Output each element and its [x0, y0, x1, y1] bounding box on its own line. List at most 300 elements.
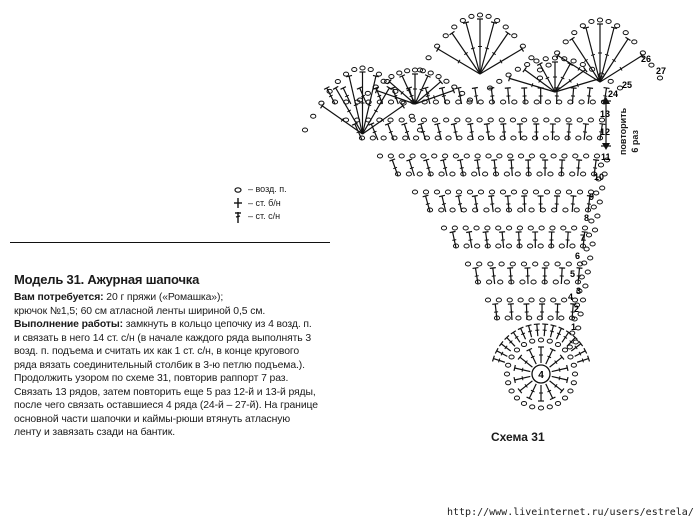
chain-stitch: [478, 190, 483, 194]
chain-stitch: [485, 226, 490, 230]
chain-stitch: [555, 118, 560, 122]
chain-stitch: [592, 228, 597, 232]
double-crochet-stitch: [333, 86, 362, 134]
chain-stitch: [389, 75, 394, 79]
chain-stitch: [562, 396, 567, 400]
materials-line: [14, 291, 319, 305]
double-crochet-stitch: [499, 341, 510, 351]
chain-stitch: [566, 262, 571, 266]
chain-stitch: [550, 226, 555, 230]
article-title: Модель 31. Ажурная шапочка: [14, 272, 200, 287]
chain-stitch: [559, 316, 564, 320]
double-crochet-stitch: [363, 75, 379, 134]
chain-stitch: [571, 59, 576, 63]
chain-stitch: [403, 136, 408, 140]
double-crochet-stitch: [389, 159, 398, 176]
double-crochet-stitch: [507, 268, 513, 284]
chain-stitch: [566, 118, 571, 122]
double-crochet-stitch: [538, 385, 544, 401]
chain-stitch: [527, 244, 532, 248]
chain-stitch: [450, 172, 455, 176]
chain-stitch: [485, 298, 490, 302]
chain-stitch: [478, 100, 483, 104]
chain-stitch: [588, 256, 593, 260]
chain-stitch: [544, 118, 549, 122]
double-crochet-stitch: [523, 304, 529, 320]
double-crochet-stitch: [491, 160, 497, 176]
double-crochet-stitch: [505, 196, 511, 212]
double-crochet-stitch: [499, 232, 505, 248]
chain-stitch: [566, 190, 571, 194]
chain-stitch: [450, 208, 455, 212]
chain-stitch: [432, 154, 437, 158]
chain-stitch: [474, 226, 479, 230]
double-crochet-stitch: [546, 384, 556, 400]
chain-stitch: [496, 244, 501, 248]
chain-stitch: [574, 208, 579, 212]
chain-stitch: [512, 34, 517, 38]
chain-stitch: [559, 244, 564, 248]
double-crochet-stitch: [423, 195, 430, 212]
chain-stitch: [477, 118, 482, 122]
chain-stitch: [595, 214, 600, 218]
chain-stitch: [632, 40, 637, 44]
chain-stitch: [506, 363, 511, 367]
chain-stitch: [580, 24, 585, 28]
double-crochet-stitch: [556, 327, 564, 339]
chain-stitch: [464, 154, 469, 158]
chain-stitch: [518, 208, 523, 212]
chain-stitch: [572, 298, 577, 302]
row-number-label: 4: [568, 292, 574, 302]
double-crochet-stitch: [490, 268, 496, 284]
chain-stitch: [508, 154, 513, 158]
chain-stitch: [534, 59, 539, 63]
chain-stitch: [555, 190, 560, 194]
chain-stitch: [510, 118, 515, 122]
chain-stitch: [452, 226, 457, 230]
double-crochet-stitch: [550, 355, 564, 367]
divider: [10, 242, 330, 243]
double-crochet-stitch: [550, 325, 556, 337]
legend-label: – ст. б/н: [248, 197, 281, 208]
chain-stitch: [443, 154, 448, 158]
double-crochet-stitch: [539, 304, 545, 320]
chain-stitch: [511, 136, 516, 140]
double-crochet-stitch: [492, 304, 498, 320]
chain-stitch-icon: [232, 184, 244, 196]
double-crochet-stitch: [577, 356, 589, 363]
chain-stitch: [572, 31, 577, 35]
chain-stitch: [533, 262, 538, 266]
chain-stitch: [464, 244, 469, 248]
chain-stitch: [311, 114, 316, 118]
chain-stitch: [465, 262, 470, 266]
chain-stitch: [472, 172, 477, 176]
chain-stitch: [406, 172, 411, 176]
chain-stitch: [436, 75, 441, 79]
double-crochet-stitch: [550, 381, 564, 393]
double-crochet-stitch: [554, 196, 560, 212]
double-crochet-icon: [232, 211, 244, 223]
double-crochet-stitch: [569, 37, 600, 82]
chain-stitch: [530, 339, 535, 343]
chain-stitch: [597, 18, 602, 22]
chain-stitch: [529, 56, 534, 60]
chain-stitch: [570, 244, 575, 248]
double-crochet-stitch: [455, 195, 461, 212]
chain-stitch: [540, 154, 545, 158]
chain-stitch: [523, 100, 528, 104]
double-crochet-stitch: [576, 160, 582, 176]
chain-stitch: [590, 242, 595, 246]
chain-stitch: [531, 280, 536, 284]
chain-stitch: [432, 118, 437, 122]
chain-stitch: [460, 18, 465, 22]
chain-stitch: [499, 262, 504, 266]
chain-stitch: [452, 25, 457, 29]
double-crochet-stitch: [583, 27, 600, 82]
double-crochet-stitch: [542, 324, 548, 336]
chain-stitch: [510, 262, 515, 266]
double-crochet-stitch: [575, 348, 587, 356]
chain-stitch: [554, 136, 559, 140]
chain-stitch: [572, 372, 577, 376]
double-crochet-stitch: [514, 376, 530, 383]
chain-stitch: [496, 226, 501, 230]
chain-stitch: [520, 280, 525, 284]
double-crochet-stitch: [583, 124, 589, 140]
chain-stitch: [544, 262, 549, 266]
chain-stitch: [302, 128, 307, 132]
row-number-label: 5: [570, 269, 576, 279]
chain-stitch: [469, 14, 474, 18]
row-number-label: 11: [601, 152, 611, 162]
method-paragraph: [14, 318, 319, 440]
double-crochet-stitch: [538, 347, 544, 363]
double-crochet-stitch: [526, 325, 532, 337]
diagram-caption: Схема 31: [491, 430, 545, 444]
double-crochet-stitch: [474, 160, 480, 176]
chain-stitch: [488, 262, 493, 266]
chain-stitch: [534, 100, 539, 104]
chain-stitch: [547, 339, 552, 343]
chain-stitch: [445, 190, 450, 194]
chain-stitch: [399, 154, 404, 158]
chain-stitch: [518, 154, 523, 158]
chain-stitch: [517, 226, 522, 230]
double-crochet-stitch: [533, 124, 539, 140]
chain-stitch: [381, 136, 386, 140]
chain-stitch: [585, 270, 590, 274]
row-number-label: 27: [656, 66, 667, 76]
chain-stitch: [487, 280, 492, 284]
double-crochet-stitch: [570, 196, 576, 212]
chain-stitch: [543, 57, 548, 61]
legend-label: – возд. п.: [248, 184, 287, 194]
chain-stitch: [505, 316, 510, 320]
chain-stitch: [495, 18, 500, 22]
method-label: Выполнение работы:: [14, 319, 123, 330]
chain-stitch: [423, 190, 428, 194]
chain-stitch: [563, 208, 568, 212]
chain-stitch: [381, 79, 386, 83]
chain-stitch: [486, 154, 491, 158]
chain-stitch: [548, 172, 553, 176]
double-crochet-stitch: [538, 88, 544, 104]
chain-stitch: [571, 363, 576, 367]
chain-stitch: [441, 226, 446, 230]
chain-stitch: [486, 14, 491, 18]
legend-label: – ст. с/н: [248, 211, 281, 221]
stitch-symbols: [321, 19, 644, 401]
repeat-label: повторить: [618, 107, 628, 155]
double-crochet-stitch: [534, 324, 540, 336]
chain-stitch: [606, 19, 611, 23]
chain-stitch: [504, 372, 509, 376]
chain-stitch: [506, 244, 511, 248]
chain-stitch: [615, 24, 620, 28]
chain-stitch: [496, 298, 501, 302]
chain-stitch: [584, 247, 589, 251]
chain-stitch: [573, 154, 578, 158]
double-crochet-stitch: [527, 348, 537, 364]
chain-stitch: [444, 79, 449, 83]
double-crochet-stitch: [455, 87, 461, 104]
row-number-label: 6: [575, 251, 581, 261]
chain-stitch: [456, 100, 461, 104]
chain-stitch: [518, 298, 523, 302]
double-crochet-stitch: [527, 384, 537, 400]
materials-text: 20 г пряжи («Ромашка»);: [103, 292, 224, 303]
double-crochet-stitch: [505, 335, 515, 346]
row-number-label: 9: [589, 192, 595, 202]
double-crochet-stitch: [346, 75, 362, 134]
chain-stitch: [588, 118, 593, 122]
chain-stitch: [426, 56, 431, 60]
chain-stitch: [521, 343, 526, 347]
chain-stitch: [466, 118, 471, 122]
double-crochet-stitch: [552, 365, 568, 372]
chain-stitch: [488, 118, 493, 122]
row-number-label: 3: [576, 286, 582, 296]
chain-stitch: [477, 13, 482, 17]
chain-stitch: [540, 298, 545, 302]
double-crochet-stitch: [439, 195, 446, 212]
double-crochet-stitch: [566, 124, 572, 140]
chain-stitch: [514, 396, 519, 400]
chain-stitch: [410, 154, 415, 158]
row-number-label: 13: [600, 109, 611, 119]
chain-stitch: [594, 154, 599, 158]
double-crochet-stitch: [555, 304, 561, 320]
chain-stitch: [368, 68, 373, 72]
chain-stitch: [413, 136, 418, 140]
chain-stitch: [504, 172, 509, 176]
center-ring-label: 4: [538, 370, 544, 381]
double-crochet-stitch: [600, 37, 631, 82]
chain-stitch: [561, 226, 566, 230]
double-crochet-stitch: [514, 365, 530, 372]
chain-stitch: [501, 100, 506, 104]
chain-stitch: [562, 348, 567, 352]
method-text: замкнуть в кольцо цепочку из 4 возд. п. и связать в него 14 ст. с/н (в начале каждого ряда выполнять 3 возд. п. подъема и считать их как 1 ст. с/н, в конце кругового ряда вязать соединительный столбик в 3-ю петлю подъема.). Продолжить узором по схеме 31, повторив раппорт 7 раз. Связать 13 рядов, затем повторить еще 5 раз 12-й и 13-й ряды, после чего связать оставшиеся 4 ряда (24-й – 27-й). На границе основной части шапочки и каймы-рюши втянуть атласную ленту и завязать сзади на бантик.: [14, 319, 318, 438]
chain-stitch: [478, 136, 483, 140]
repeat-count-label: 6 раз: [630, 130, 640, 153]
row-number-label: 26: [641, 54, 652, 64]
chain-stitch: [456, 190, 461, 194]
chain-stitch: [497, 154, 502, 158]
double-crochet-stitch: [538, 196, 544, 212]
chain-stitch: [579, 275, 584, 279]
double-crochet-stitch: [550, 124, 556, 140]
chain-stitch: [495, 208, 500, 212]
row-number-label: 1: [571, 322, 577, 332]
chain-stitch: [439, 208, 444, 212]
double-crochet-stitch: [521, 88, 527, 104]
chain-stitch: [377, 154, 382, 158]
chain-stitch: [533, 190, 538, 194]
chain-stitch: [412, 190, 417, 194]
chain-stitch: [589, 219, 594, 223]
chain-stitch: [529, 298, 534, 302]
chain-stitch: [555, 401, 560, 405]
chain-stitch: [521, 262, 526, 266]
chain-stitch: [583, 284, 588, 288]
chain-stitch: [417, 172, 422, 176]
chain-stitch: [509, 389, 514, 393]
chain-stitch: [489, 190, 494, 194]
chain-stitch: [453, 154, 458, 158]
chain-stitch: [506, 226, 511, 230]
chain-stitch: [528, 226, 533, 230]
chain-stitch: [555, 343, 560, 347]
double-crochet-stitch: [484, 124, 490, 140]
chain-stitch: [571, 381, 576, 385]
chain-stitch: [497, 79, 502, 83]
double-crochet-stitch: [518, 327, 526, 339]
chain-stitch: [579, 100, 584, 104]
double-crochet-stitch: [406, 159, 414, 176]
double-crochet-stitch: [552, 376, 568, 383]
chain-stitch: [388, 100, 393, 104]
double-crochet-stitch: [518, 381, 532, 393]
chain-stitch: [365, 91, 370, 95]
chain-stitch: [538, 244, 543, 248]
legend-item: [232, 210, 287, 224]
chain-stitch: [539, 226, 544, 230]
chain-stitch: [455, 118, 460, 122]
chain-stitch: [591, 205, 596, 209]
chain-stitch: [433, 100, 438, 104]
row-number-label: 12: [600, 127, 611, 137]
chain-stitch: [412, 68, 417, 72]
chain-stitch: [516, 316, 521, 320]
chain-stitch: [439, 172, 444, 176]
double-crochet-stitch: [463, 22, 480, 74]
double-crochet-stitch: [423, 159, 430, 176]
chain-stitch: [515, 67, 520, 71]
legend-item: [232, 197, 287, 211]
double-crochet-stitch: [518, 355, 532, 367]
chain-stitch: [376, 72, 381, 76]
chain-stitch: [525, 63, 530, 67]
chain-stitch: [444, 118, 449, 122]
chain-stitch: [543, 136, 548, 140]
chain-stitch: [522, 136, 527, 140]
row-number-label: 24: [608, 89, 619, 99]
chain-stitch: [509, 355, 514, 359]
chain-stitch: [421, 154, 426, 158]
chain-stitch: [598, 163, 603, 167]
chain-stitch: [562, 154, 567, 158]
double-crochet-stitch: [472, 88, 478, 104]
chain-stitch: [570, 172, 575, 176]
row-number-label: 25: [622, 80, 633, 90]
chain-stitch: [530, 405, 535, 409]
chain-stitch: [511, 190, 516, 194]
chain-stitch: [397, 71, 402, 75]
chain-stitch: [529, 208, 534, 212]
chain-stitch: [608, 79, 613, 83]
chain-stitch: [507, 298, 512, 302]
double-crochet-stitch: [567, 335, 577, 346]
row-number-label: 2: [574, 304, 580, 314]
chain-stitch: [587, 136, 592, 140]
source-url: http://www.liveinternet.ru/users/estrela/: [447, 507, 694, 518]
chain-stitch: [521, 118, 526, 122]
chain-stitch: [443, 34, 448, 38]
chain-stitch: [563, 40, 568, 44]
chain-stitch: [657, 76, 662, 80]
legend-item: [232, 183, 287, 197]
chain-stitch: [557, 100, 562, 104]
double-crochet-stitch: [600, 27, 617, 82]
chain-stitch: [553, 280, 558, 284]
chain-stitch: [546, 63, 551, 67]
chain-stitch: [548, 316, 553, 320]
chain-stitch: [512, 100, 517, 104]
chain-stitch: [405, 69, 410, 73]
double-crochet-stitch: [467, 123, 473, 140]
article-body: [14, 291, 319, 440]
chain-stitch: [590, 100, 595, 104]
chain-stitch: [551, 154, 556, 158]
chain-stitch: [565, 136, 570, 140]
chain-stitch: [360, 66, 365, 70]
row-number-label: 8: [584, 213, 590, 223]
chain-stitch: [597, 200, 602, 204]
chain-stitch: [435, 136, 440, 140]
chain-stitch: [475, 244, 480, 248]
chain-stitch: [475, 154, 480, 158]
chain-stitch: [477, 262, 482, 266]
chain-stitch: [533, 118, 538, 122]
chain-stitch: [551, 298, 556, 302]
chain-stitch: [538, 406, 543, 410]
chain-stitch: [586, 233, 591, 237]
chain-stitch: [421, 118, 426, 122]
chain-stitch: [521, 401, 526, 405]
chain-stitch: [370, 136, 375, 140]
chain-stitch: [564, 280, 569, 284]
chain-stitch: [537, 172, 542, 176]
chain-stitch: [584, 154, 589, 158]
chain-stitch: [547, 405, 552, 409]
row-number-label: 10: [594, 172, 605, 182]
chain-stitch: [498, 280, 503, 284]
chain-stitch: [538, 338, 543, 342]
